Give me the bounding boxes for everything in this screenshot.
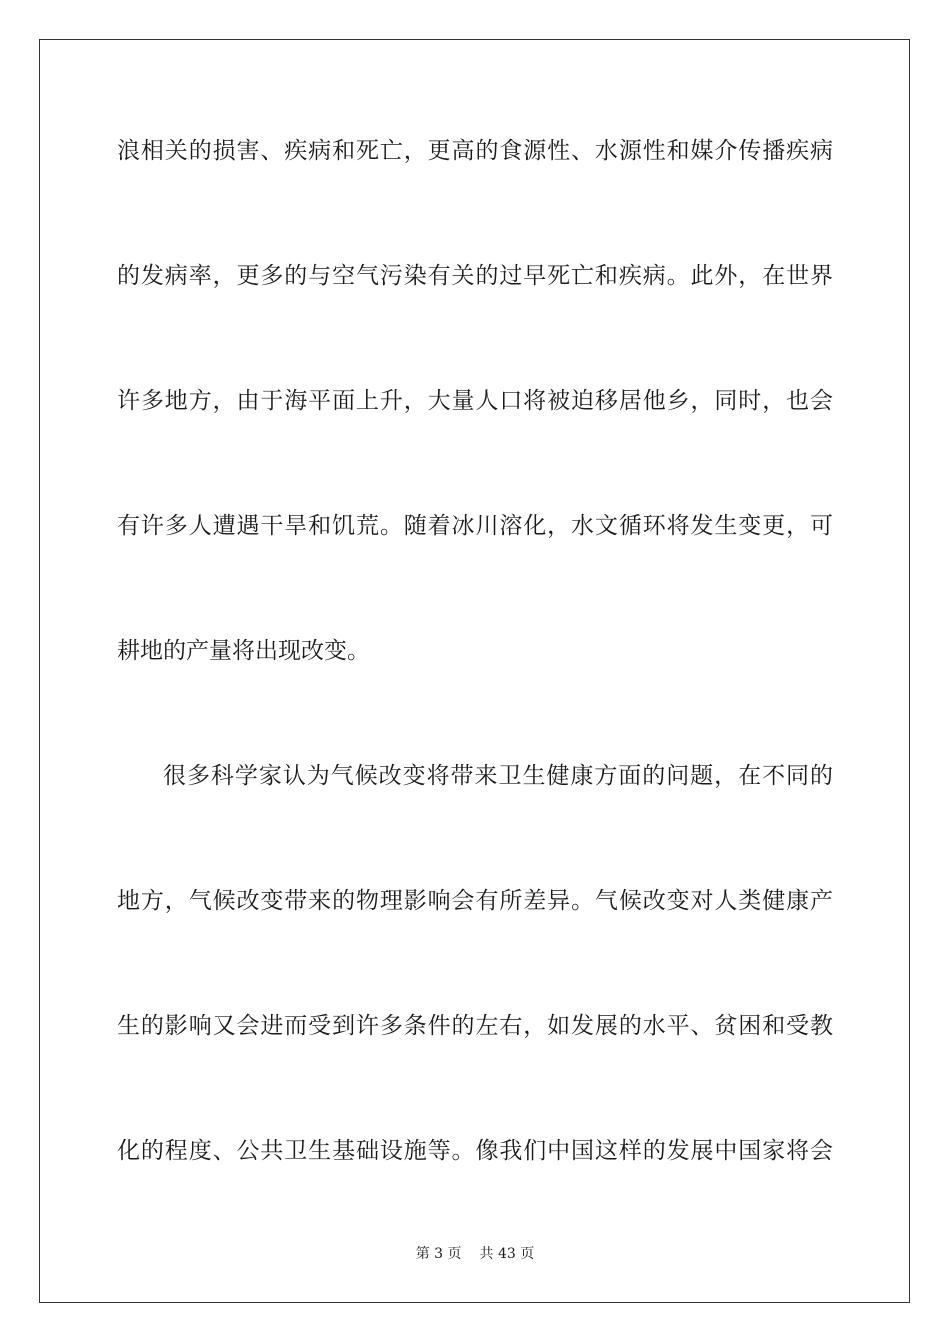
- text-line: 的发病率，更多的与空气污染有关的过早死亡和疾病。此外，在世界: [117, 263, 833, 289]
- page-border: [39, 39, 910, 1303]
- text-line: 浪相关的损害、疾病和死亡，更高的食源性、水源性和媒介传播疾病: [117, 138, 833, 164]
- text-line: 有许多人遭遇干旱和饥荒。随着冰川溶化，水文循环将发生变更，可: [117, 513, 833, 539]
- text-line: 地方，气候改变带来的物理影响会有所差异。气候改变对人类健康产: [117, 888, 833, 914]
- page-number: 第 3 页: [415, 1246, 462, 1262]
- text-line: 耕地的产量将出现改变。: [117, 638, 370, 664]
- total-pages: 共 43 页: [479, 1246, 535, 1262]
- text-line: 许多地方，由于海平面上升，大量人口将被迫移居他乡，同时，也会: [117, 388, 833, 414]
- text-line: 化的程度、公共卫生基础设施等。像我们中国这样的发展中国家将会: [117, 1138, 833, 1164]
- text-line: 很多科学家认为气候改变将带来卫生健康方面的问题，在不同的: [163, 763, 833, 789]
- text-line: 生的影响又会进而受到许多条件的左右，如发展的水平、贫困和受教: [117, 1013, 833, 1039]
- page-footer: [0, 1245, 950, 1263]
